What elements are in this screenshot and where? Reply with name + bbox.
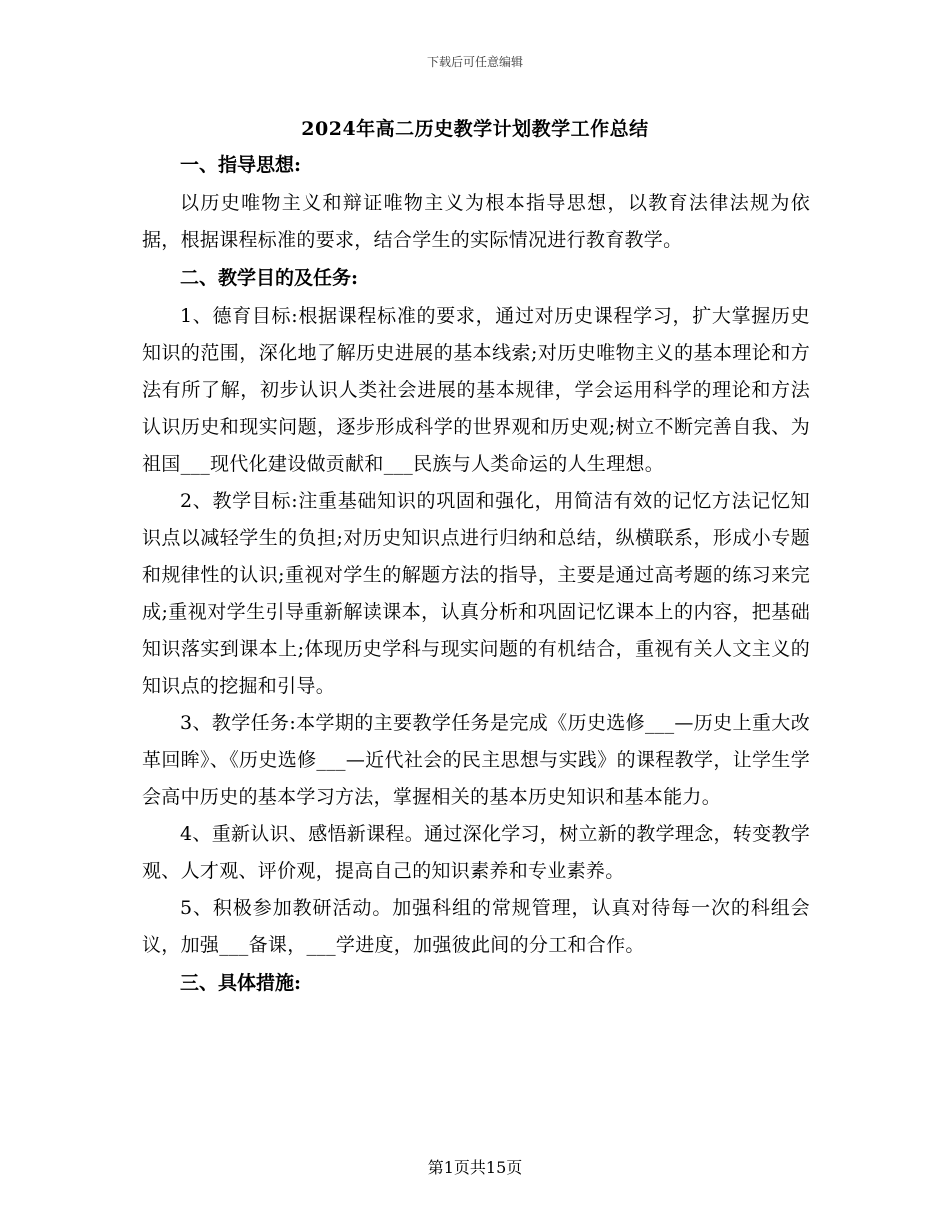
document-title: 2024年高二历史教学计划教学工作总结 xyxy=(301,118,649,140)
paragraph-moral-education-goal: 1、德育目标:根据课程标准的要求，通过对历史课程学习，扩大掌握历史知识的范围，深化地了解历史进展的基本线索;对历史唯物主义的基本理论和方法有所了解，初步认识人类社会进展的基本规律，学会运用科学的理论和方法认识历史和现实问题，逐步形成科学的世界观和历史观;树立不断完善自我、为祖国___现代化建设做贡献和___民族与人类命运的人生理想。 xyxy=(142,305,810,475)
section-heading-specific-measures: 三、具体措施: xyxy=(180,972,302,994)
section-heading-guiding-thought: 一、指导思想: xyxy=(180,154,302,176)
page-number: 第1页共15页 xyxy=(427,1158,523,1177)
paragraph-teaching-goal: 2、教学目标:注重基础知识的巩固和强化，用简洁有效的记忆方法记忆知识点以减轻学生的负担;对历史知识点进行归纳和总结，纵横联系，形成小专题和规律性的认识;重视对学生的解题方法的指导，主要是通过高考题的练习来完成;重视对学生引导重新解读课本，认真分析和巩固记忆课本上的内容，把基础知识落实到课本上;体现历史学科与现实问题的有机结合，重视有关人文主义的知识点的挖掘和引导。 xyxy=(142,490,810,697)
paragraph-new-curriculum: 4、重新认识、感悟新课程。通过深化学习，树立新的教学理念，转变教学观、人才观、评价观，提高自己的知识素养和专业素养。 xyxy=(142,823,810,882)
paragraph-guiding-thought: 以历史唯物主义和辩证唯物主义为根本指导思想，以教育法律法规为依据，根据课程标准的要求，结合学生的实际情况进行教育教学。 xyxy=(142,192,810,251)
document-body xyxy=(142,146,810,1003)
paragraph-teaching-task: 3、教学任务:本学期的主要教学任务是完成《历史选修___—历史上重大改革回眸》、《历史选修___—近代社会的民主思想与实践》的课程教学，让学生学会高中历史的基本学习方法，掌握相关的基本历史知识和基本能力。 xyxy=(142,712,810,808)
header-note: 下载后可任意编辑 xyxy=(426,55,523,69)
paragraph-teaching-research: 5、积极参加教研活动。加强科组的常规管理，认真对待每一次的科组会议，加强___备课，___学进度，加强彼此间的分工和合作。 xyxy=(142,897,810,956)
section-heading-teaching-goals: 二、教学目的及任务: xyxy=(180,267,359,289)
